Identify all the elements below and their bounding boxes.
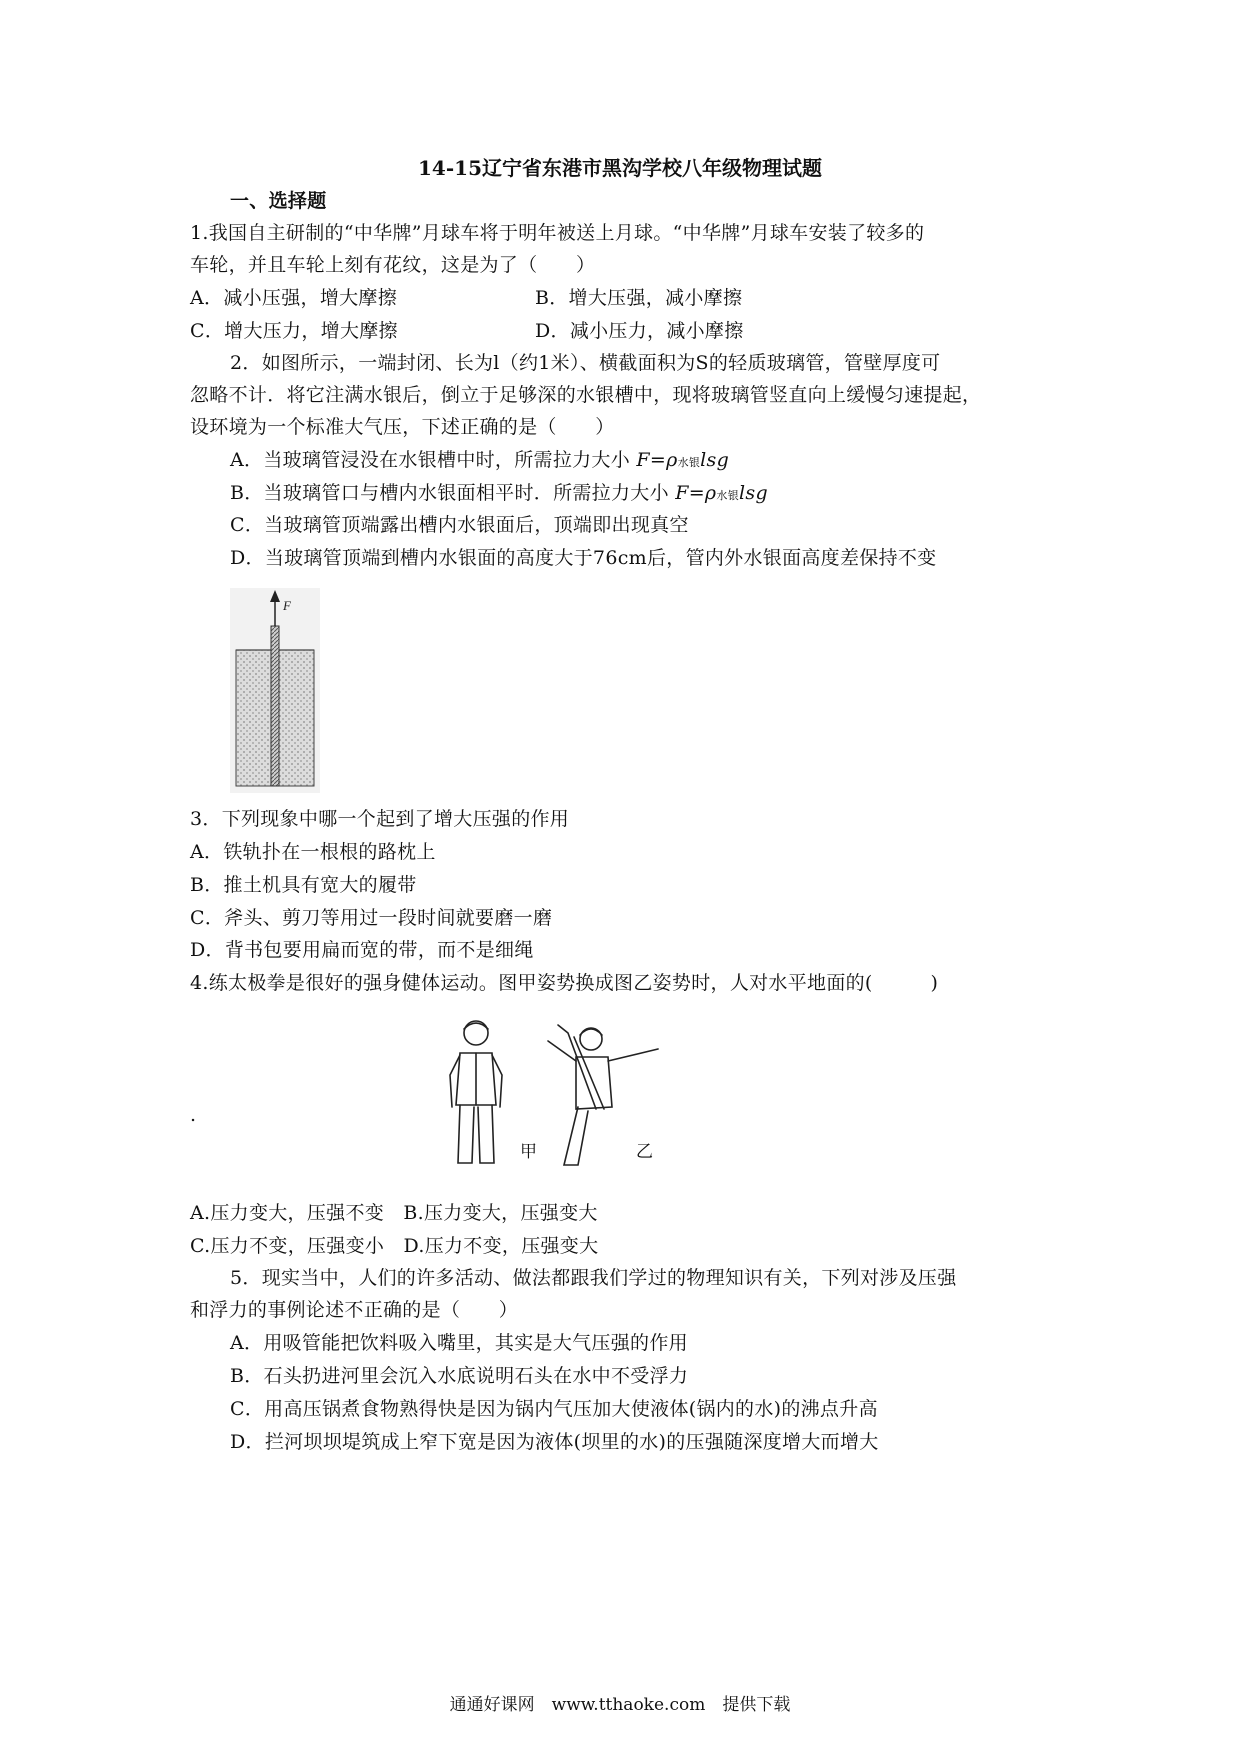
fig-label-jia: 甲: [520, 1142, 537, 1162]
q2-option-d: D．当玻璃管顶端到槽内水银面的高度大于76cm后，管内外水银面高度差保持不变: [230, 547, 937, 569]
q5-option-d: D．拦河坝坝堤筑成上窄下宽是因为液体(坝里的水)的压强随深度增大而增大: [230, 1431, 879, 1453]
formula-f: F=ρ: [675, 482, 717, 504]
fig-label-yi: 乙: [636, 1142, 653, 1162]
q1-option-a: A．减小压强，增大摩擦: [190, 287, 398, 309]
q3-stem: 3．下列现象中哪一个起到了增大压强的作用: [190, 808, 570, 830]
q1-option-d: D．减小压力，减小摩擦: [535, 320, 744, 342]
q3-option-a: A．铁轨扑在一根根的路枕上: [190, 841, 436, 863]
mercury-tube-figure: [230, 588, 320, 793]
formula-rest: lsg: [700, 449, 730, 471]
tai-chi-figure: [436, 1015, 676, 1175]
q2-stem-line3: 设环境为一个标准大气压，下述正确的是（ ）: [190, 416, 615, 438]
q1-option-b: B．增大压强，减小摩擦: [535, 287, 743, 309]
page-title: 14-15辽宁省东港市黑沟学校八年级物理试题: [418, 156, 822, 180]
q1-option-c: C．增大压力，增大摩擦: [190, 320, 398, 342]
formula-rest: lsg: [739, 482, 768, 504]
q3-option-d: D．背书包要用扁而宽的带，而不是细绳: [190, 939, 534, 961]
formula-subscript: 水银: [716, 489, 740, 502]
formula-subscript: 水银: [677, 456, 701, 469]
q5-stem-line1: 5．现实当中，人们的许多活动、做法都跟我们学过的物理知识有关，下列对涉及压强: [230, 1267, 957, 1289]
q4-stem: 4.练太极拳是很好的强身健体运动。图甲姿势换成图乙姿势时，人对水平地面的( ): [190, 972, 939, 994]
q5-option-b: B．石头扔进河里会沉入水底说明石头在水中不受浮力: [230, 1365, 689, 1387]
q4-dot: .: [190, 1104, 197, 1126]
q5-option-a: A．用吸管能把饮料吸入嘴里，其实是大气压强的作用: [230, 1332, 688, 1354]
q2-option-a-text: A．当玻璃管浸没在水银槽中时，所需拉力大小: [230, 449, 631, 471]
section-heading: 一、选择题: [230, 190, 327, 212]
q5-stem-line2: 和浮力的事例论述不正确的是（ ）: [190, 1299, 519, 1321]
q2-stem-line2: 忽略不计．将它注满水银后，倒立于足够深的水银槽中，现将玻璃管竖直向上缓慢匀速提起，: [190, 384, 982, 406]
q1-stem-line1: 1.我国自主研制的“中华牌”月球车将于明年被送上月球。“中华牌”月球车安装了较多的: [190, 222, 925, 244]
q4-options-ab: A.压力变大，压强不变 B.压力变大，压强变大: [190, 1202, 598, 1224]
formula-f: F=ρ: [636, 449, 678, 471]
q3-option-c: C．斧头、剪刀等用过一段时间就要磨一磨: [190, 907, 553, 929]
q5-option-c: C．用高压锅煮食物熟得快是因为锅内气压加大使液体(锅内的水)的沸点升高: [230, 1398, 878, 1420]
q1-stem-line2: 车轮，并且车轮上刻有花纹，这是为了（ ）: [190, 254, 596, 276]
q2-option-b-text: B．当玻璃管口与槽内水银面相平时．所需拉力大小: [230, 482, 669, 504]
q2-option-a: [230, 447, 729, 476]
page-footer: 通通好课网 www.tthaoke.com 提供下载: [449, 1695, 791, 1715]
q2-option-c: C．当玻璃管顶端露出槽内水银面后，顶端即出现真空: [230, 514, 689, 536]
force-label: F: [283, 598, 291, 613]
q3-option-b: B．推土机具有宽大的履带: [190, 874, 417, 896]
q4-options-cd: C.压力不变，压强变小 D.压力不变，压强变大: [190, 1235, 599, 1257]
q2-stem-line1: 2．如图所示，一端封闭、长为l（约1米）、横截面积为S的轻质玻璃管，管壁厚度可: [230, 352, 941, 374]
q2-option-b: [230, 480, 768, 509]
